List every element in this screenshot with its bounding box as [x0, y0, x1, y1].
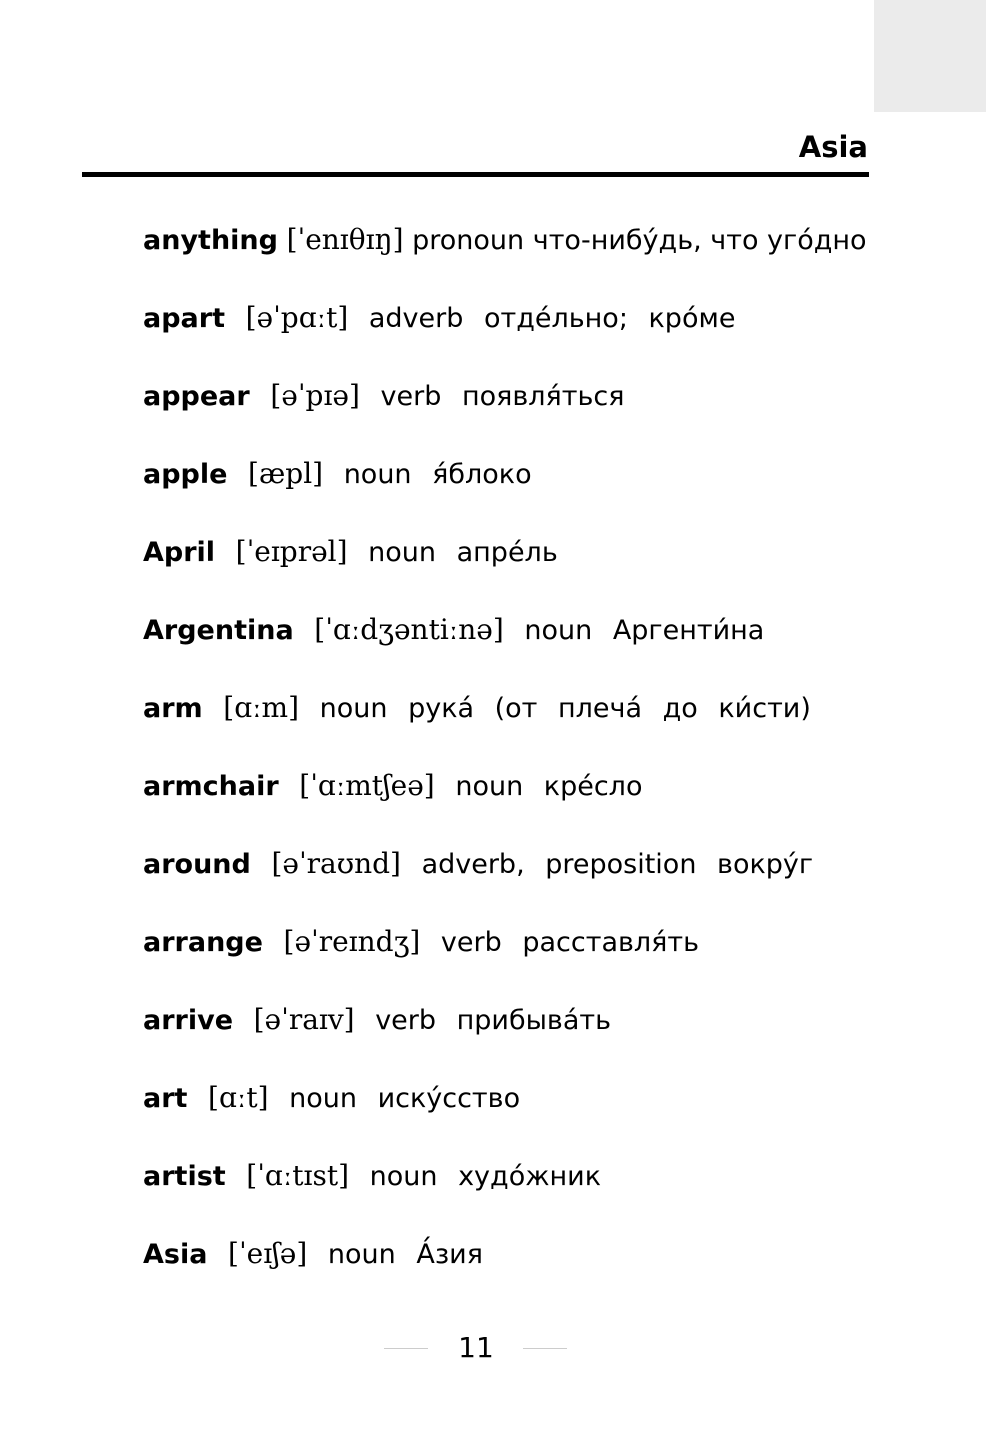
- transcription: [ˈenɪθɪŋ]: [286, 223, 404, 256]
- translation: худо́жник: [458, 1161, 602, 1192]
- running-head: Asia: [798, 130, 868, 164]
- dictionary-entry: [143, 1235, 869, 1274]
- translation: иску́сство: [377, 1083, 521, 1114]
- dictionary-entry: [143, 1157, 869, 1196]
- part-of-speech: pronoun: [412, 225, 525, 256]
- transcription: [ˈɑːtɪst]: [246, 1159, 350, 1192]
- dictionary-entry: [143, 221, 869, 260]
- part-of-speech: noun: [343, 459, 412, 490]
- part-of-speech: noun: [289, 1083, 357, 1114]
- part-of-speech: adverb: [368, 303, 464, 334]
- translation: расставля́ть: [522, 927, 700, 958]
- transcription: [ˈɑːdʒəntiːnə]: [314, 613, 504, 646]
- transcription: [əˈpɪə]: [270, 379, 360, 412]
- transcription: [əˈreɪndʒ]: [283, 925, 421, 958]
- dictionary-entry: [143, 299, 869, 338]
- dictionary-entry: [143, 923, 869, 962]
- translation: вокру́г: [717, 849, 814, 880]
- translation: апре́ль: [456, 537, 558, 568]
- dictionary-entry: [143, 455, 869, 494]
- headword: apple: [143, 459, 228, 490]
- transcription: [ɑːt]: [208, 1081, 269, 1114]
- headword: anything: [143, 225, 278, 256]
- part-of-speech: verb: [375, 1005, 437, 1036]
- translation: отде́льно; кро́ме: [483, 303, 736, 334]
- transcription: [əˈpɑːt]: [245, 301, 349, 334]
- dictionary-entry: [143, 533, 869, 572]
- headword: artist: [143, 1161, 226, 1192]
- page-footer: [0, 1328, 986, 1368]
- headword: around: [143, 849, 251, 880]
- translation: появля́ться: [461, 381, 625, 412]
- part-of-speech: noun: [369, 1161, 438, 1192]
- headword: armchair: [143, 771, 279, 802]
- footer-rule-left: [384, 1348, 428, 1349]
- transcription: [əˈraɪv]: [253, 1003, 355, 1036]
- headword: arrange: [143, 927, 263, 958]
- dictionary-entry: [143, 377, 869, 416]
- translation: А́зия: [416, 1239, 483, 1270]
- headword: arrive: [143, 1005, 234, 1036]
- headword: Asia: [143, 1239, 208, 1270]
- part-of-speech: noun: [455, 771, 524, 802]
- dictionary-entry: [143, 611, 869, 650]
- part-of-speech: noun: [368, 537, 437, 568]
- transcription: [ˈɑːmtʃeə]: [299, 769, 435, 802]
- dictionary-entry: [143, 1001, 869, 1040]
- header-rule: [82, 172, 869, 177]
- transcription: [ɑːm]: [223, 691, 300, 724]
- headword: apart: [143, 303, 225, 334]
- dictionary-entry: [143, 1079, 869, 1118]
- headword: art: [143, 1083, 188, 1114]
- part-of-speech: verb: [380, 381, 442, 412]
- transcription: [əˈraʊnd]: [271, 847, 401, 880]
- part-of-speech: verb: [440, 927, 502, 958]
- part-of-speech: noun: [319, 693, 388, 724]
- thumb-index-tab: [874, 0, 986, 112]
- footer-rule-right: [523, 1348, 567, 1349]
- headword: arm: [143, 693, 203, 724]
- headword: Argentina: [143, 615, 294, 646]
- headword: April: [143, 537, 216, 568]
- transcription: [ˈeɪʃə]: [228, 1237, 308, 1270]
- translation: что-нибу́дь, что уго́дно: [532, 225, 867, 256]
- transcription: [ˈeɪprəl]: [235, 535, 348, 568]
- dictionary-entry: [143, 767, 869, 806]
- dictionary-entry: [143, 845, 869, 884]
- headword: appear: [143, 381, 250, 412]
- translation: рука́ (от плеча́ до ки́сти): [408, 693, 811, 724]
- translation: Аргенти́на: [612, 615, 765, 646]
- translation: я́блоко: [432, 459, 532, 490]
- part-of-speech: adverb, preposition: [421, 849, 697, 880]
- dictionary-entry: [143, 689, 869, 728]
- translation: кре́сло: [543, 771, 643, 802]
- part-of-speech: noun: [524, 615, 593, 646]
- transcription: [æpl]: [248, 457, 324, 490]
- page-number: 11: [458, 1331, 494, 1364]
- translation: прибыва́ть: [456, 1005, 612, 1036]
- dictionary-entries: [143, 221, 869, 1274]
- part-of-speech: noun: [327, 1239, 396, 1270]
